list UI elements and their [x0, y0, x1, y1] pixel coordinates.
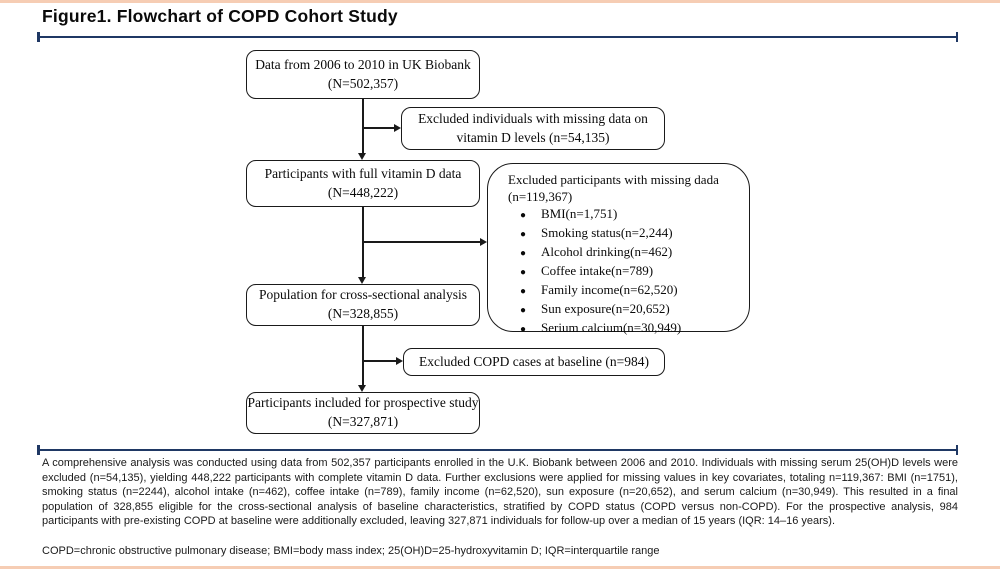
flow-box-text: (N=502,357) [327, 75, 399, 91]
bullet-icon [508, 321, 541, 338]
rule-endcap-left [37, 445, 40, 455]
bullet-item [508, 281, 741, 300]
flow-box-text: (N=448,222) [327, 184, 399, 200]
flow-box-cross-sectional [246, 284, 480, 326]
rule-endcap-right [956, 445, 959, 455]
rule-endcap-left [37, 32, 40, 42]
bullet-item [508, 262, 741, 281]
bullet-item [508, 205, 741, 224]
bullet-item [508, 224, 741, 243]
bullet-text: BMI(n=1,751) [541, 206, 618, 221]
connector-branch-excluded-covariates [362, 241, 481, 243]
flow-box-text: Excluded individuals with missing data on [418, 110, 648, 126]
flow-box-excluded-copd [403, 348, 665, 376]
flow-box-text: Data from 2006 to 2010 in UK Biobank [255, 56, 471, 72]
bullet-text: Sun exposure(n=20,652) [541, 301, 670, 316]
flow-box-text: (N=328,855) [327, 306, 399, 321]
bullet-icon [508, 264, 541, 281]
bullet-icon [508, 226, 541, 243]
abbreviations-footnote: COPD=chronic obstructive pulmonary disease; BMI=body mass index; 25(OH)D=25-hydroxyvitamin D; IQR=interquartile range [42, 545, 660, 557]
figure-caption: A comprehensive analysis was conducted using data from 502,357 participants enrolled in the U.K. Biobank between 2006 and 2010. Individuals with missing serum 25(OH)D levels were excluded (n=54,135), yielding 448,222 participants with complete vitamin D data. Further exclusions were applied for missing values in key covariates, totaling n=119,367: BMI (n=1751), smoking status (n=2244), alcohol intake (n=462), coffee intake (n=789), family income (n=62,520), sun exposure (n=20,652), and serum calcium (n=30,949). This resulted in a final population of 328,855 eligible for the cross-sectional analysis of baseline characteristics, stratified by COPD status (COPD versus non-COPD). For the prospective analysis, 984 participants with pre-existing COPD at baseline were additionally excluded, leaving 327,871 individuals for follow-up over a median of 15 years (IQR: 14–16 years). [42, 457, 958, 528]
bullet-text: Coffee intake(n=789) [541, 263, 654, 278]
connector-fullvitd-to-crosssectional [362, 207, 364, 278]
flow-box-text: Population for cross-sectional analysis [258, 287, 468, 303]
flow-box-prospective [246, 392, 480, 434]
arrowhead-right-icon [394, 124, 401, 132]
flow-box-text: Participants included for prospective study [247, 395, 479, 411]
bullet-text: Family income(n=62,520) [541, 282, 678, 297]
flow-box-excluded-covariates [487, 163, 750, 335]
bullet-text: Smoking status(n=2,244) [541, 225, 673, 240]
flow-box-text: Excluded COPD cases at baseline (n=984) [419, 353, 649, 369]
bullet-icon [508, 207, 541, 224]
flow-box-excluded-vitd [401, 107, 665, 150]
flow-box-biobank [246, 50, 480, 99]
flow-box-text: (N=327,871) [327, 414, 399, 429]
bullet-icon [508, 245, 541, 262]
bottom-rule [38, 449, 957, 451]
bullet-icon [508, 302, 541, 319]
bullet-text: Alcohol drinking(n=462) [541, 244, 673, 259]
top-border-bar [0, 0, 1000, 3]
arrowhead-right-icon [480, 238, 487, 246]
flow-box-text: Participants with full vitamin D data [264, 165, 462, 181]
arrowhead-down-icon [358, 277, 366, 284]
flow-box-full-vitd [246, 160, 480, 207]
bullet-item [508, 300, 741, 319]
arrowhead-right-icon [396, 357, 403, 365]
flow-box-header: (n=119,367) [508, 189, 573, 204]
figure-title: Figure1. Flowchart of COPD Cohort Study [42, 6, 398, 26]
top-rule [38, 36, 957, 38]
connector-crosssectional-to-prospective [362, 325, 364, 386]
rule-endcap-right [956, 32, 959, 42]
bullet-text: Serium calcium(n=30,949) [541, 320, 682, 335]
arrowhead-down-icon [358, 385, 366, 392]
connector-branch-excluded-vitd [362, 127, 395, 129]
arrowhead-down-icon [358, 153, 366, 160]
bullet-item [508, 319, 741, 338]
bullet-item [508, 243, 741, 262]
flow-box-text: vitamin D levels (n=54,135) [456, 129, 610, 145]
bullet-icon [508, 283, 541, 300]
connector-branch-excluded-copd [362, 360, 397, 362]
flow-box-header: Excluded participants with missing dada [508, 172, 719, 187]
